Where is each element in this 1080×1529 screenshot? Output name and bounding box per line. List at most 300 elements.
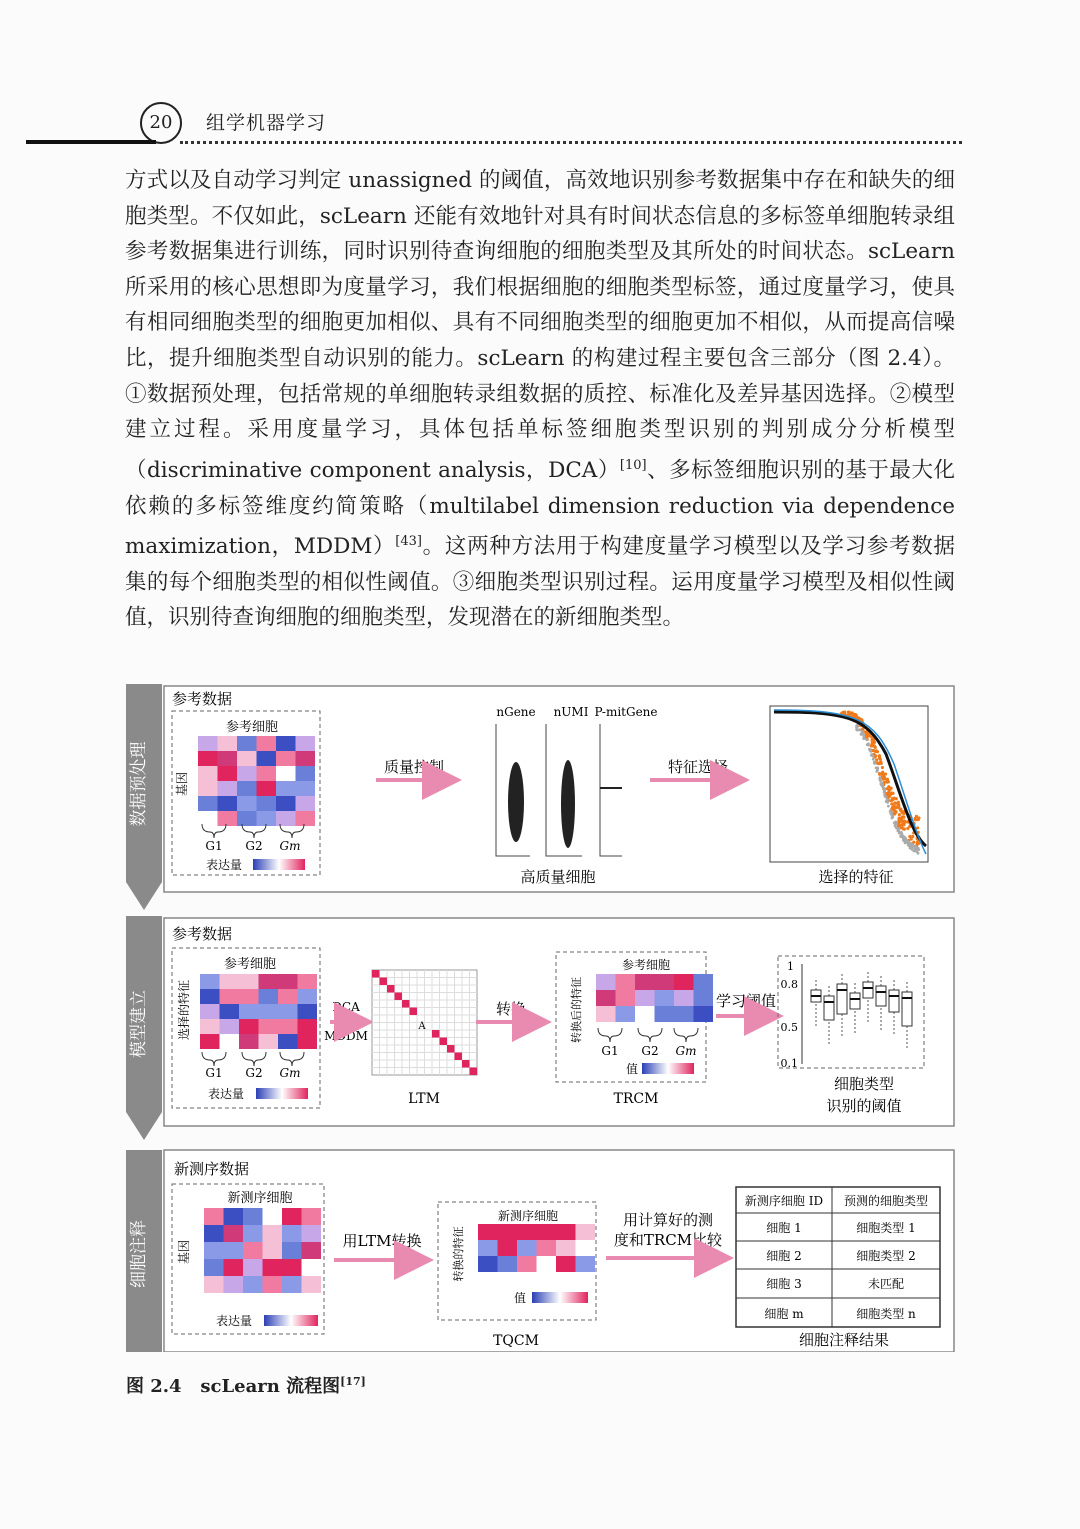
heatmap-cell	[237, 766, 257, 781]
heatmap-cell	[498, 1224, 518, 1240]
panel2-color-scale	[256, 1088, 308, 1099]
heatmap-cell	[220, 1019, 240, 1034]
feature-point	[905, 841, 908, 844]
heatmap-cell	[537, 1224, 557, 1240]
feature-point-selected	[854, 713, 857, 716]
heatmap-cell	[224, 1242, 244, 1259]
feature-point-selected	[878, 773, 881, 776]
heatmap-cell	[218, 736, 238, 751]
side-label-3: 细胞注释	[129, 1220, 149, 1288]
panel1-legend-label: 表达量	[206, 858, 243, 872]
heatmap-cell	[296, 781, 316, 796]
heatmap-cell	[243, 1225, 263, 1242]
feature-point-selected	[893, 801, 896, 804]
heatmap-cell	[596, 1006, 616, 1022]
heatmap-cell	[257, 781, 277, 796]
panel2-matrix-title: 参考细胞	[223, 957, 277, 972]
heatmap-cell	[576, 1256, 596, 1272]
ltm-center-label: A	[418, 1021, 426, 1032]
feature-point-selected	[906, 827, 909, 830]
feature-point-selected	[847, 712, 850, 715]
feature-point	[891, 816, 894, 819]
heatmap-cell	[635, 990, 655, 1006]
heatmap-cell	[282, 1259, 302, 1276]
heatmap-cell	[259, 974, 279, 989]
feature-point	[908, 842, 911, 845]
feature-point	[872, 758, 875, 761]
heatmap-cell	[296, 766, 316, 781]
heatmap-cell	[204, 1276, 224, 1293]
heatmap-cell	[276, 766, 296, 781]
feature-point-selected	[888, 789, 891, 792]
heatmap-cell	[237, 796, 257, 811]
ltm-diagonal-cell	[432, 1030, 440, 1038]
feature-caption: 选择的特征	[818, 868, 894, 886]
feature-point-selected	[892, 798, 895, 801]
threshold-caption-1: 细胞类型	[833, 1075, 895, 1093]
heatmap-cell	[276, 811, 296, 826]
heatmap-cell	[596, 990, 616, 1006]
heatmap-cell	[220, 1004, 240, 1019]
header-rule-dotted	[180, 141, 962, 144]
heatmap-cell	[263, 1208, 283, 1225]
heatmap-cell	[200, 1019, 220, 1034]
panel-data-preprocessing	[126, 684, 954, 910]
box-body	[850, 993, 860, 1009]
result-type-1: 细胞类型 1	[856, 1221, 916, 1235]
heatmap-cell	[218, 811, 238, 826]
heatmap-cell	[694, 1006, 714, 1022]
ltm-diagonal-cell	[462, 1060, 470, 1068]
box-body	[876, 986, 886, 1006]
page-number: 20	[140, 102, 182, 144]
panel1-arrow1-label: 质量控制	[383, 758, 445, 776]
heatmap-cell	[257, 766, 277, 781]
heatmap-cell	[276, 736, 296, 751]
heatmap-cell	[298, 1019, 318, 1034]
ltm-diagonal-cell	[387, 985, 395, 993]
feature-point-selected	[901, 810, 904, 813]
heatmap-cell	[218, 751, 238, 766]
heatmap-cell	[616, 974, 636, 990]
heatmap-cell	[296, 811, 316, 826]
feature-point-selected	[914, 817, 917, 820]
result-cell-m: 细胞 m	[764, 1307, 804, 1321]
panel1-heatmap	[198, 736, 315, 826]
running-header	[26, 100, 962, 148]
heatmap-cell	[198, 811, 218, 826]
figure-caption-ref: [17]	[340, 1375, 366, 1388]
heatmap-cell	[278, 1034, 298, 1049]
trcm-row-label: 转换后的特征	[570, 977, 583, 1043]
heatmap-cell	[243, 1242, 263, 1259]
book-title: 组学机器学习	[206, 112, 327, 134]
panel2-arrow-label: 转换	[495, 1000, 527, 1018]
trcm-group-1: G1	[601, 1044, 619, 1058]
result-header-cell-id: 新测序细胞 ID	[744, 1194, 824, 1208]
heatmap-cell	[237, 751, 257, 766]
header-rule-solid	[26, 140, 156, 144]
heatmap-cell	[224, 1208, 244, 1225]
heatmap-cell	[263, 1276, 283, 1293]
feature-point-selected	[887, 785, 890, 788]
heatmap-cell	[278, 974, 298, 989]
feature-point-selected	[873, 744, 876, 747]
panel2-arrow3-label: 学习阈值	[715, 992, 777, 1010]
heatmap-cell	[204, 1208, 224, 1225]
panel3-arrow2-label-2: 度和TRCM比较	[613, 1231, 723, 1249]
heatmap-cell	[198, 736, 218, 751]
feature-point-selected	[917, 816, 920, 819]
tqcm-color-scale	[532, 1292, 588, 1303]
ytick-0-5: 0.5	[780, 1021, 798, 1034]
panel3-title: 新测序数据	[174, 1160, 250, 1178]
heatmap-cell	[263, 1225, 283, 1242]
heatmap-cell	[674, 974, 694, 990]
heatmap-cell	[282, 1276, 302, 1293]
panel2-group-m: Gm	[279, 1066, 301, 1080]
annotation-result-table	[736, 1187, 940, 1327]
heatmap-cell	[556, 1256, 576, 1272]
feature-point	[897, 827, 900, 830]
feature-point	[894, 824, 897, 827]
feature-point	[885, 796, 888, 799]
heatmap-cell	[224, 1276, 244, 1293]
heatmap-cell	[204, 1242, 224, 1259]
feature-point	[893, 821, 896, 824]
heatmap-cell	[276, 781, 296, 796]
heatmap-cell	[218, 766, 238, 781]
ltm-diagonal-cell	[455, 1053, 463, 1061]
heatmap-cell	[263, 1242, 283, 1259]
method-mddm: MDDM	[324, 1029, 368, 1043]
heatmap-cell	[224, 1259, 244, 1276]
feature-point-selected	[870, 744, 873, 747]
heatmap-cell	[694, 974, 714, 990]
heatmap-cell	[302, 1225, 322, 1242]
trcm-color-scale	[642, 1063, 694, 1074]
heatmap-cell	[243, 1259, 263, 1276]
ytick-1: 1	[787, 960, 794, 973]
heatmap-cell	[282, 1225, 302, 1242]
qc-label-ngene: nGene	[496, 705, 536, 719]
heatmap-cell	[282, 1242, 302, 1259]
panel3-heatmap	[204, 1208, 321, 1293]
ltm-diagonal-cell	[470, 1068, 478, 1076]
heatmap-cell	[239, 1004, 259, 1019]
heatmap-cell	[198, 781, 218, 796]
feature-point	[861, 730, 864, 733]
heatmap-cell	[259, 1019, 279, 1034]
threshold-caption-2: 识别的阈值	[826, 1097, 902, 1115]
feature-point-selected	[881, 766, 884, 769]
box-body	[863, 982, 873, 998]
tqcm-row-label: 转换的特征	[452, 1226, 465, 1282]
ltm-diagonal-cell	[372, 970, 380, 978]
heatmap-cell	[278, 1004, 298, 1019]
heatmap-cell	[282, 1208, 302, 1225]
heatmap-cell	[296, 751, 316, 766]
heatmap-cell	[517, 1224, 537, 1240]
heatmap-cell	[218, 796, 238, 811]
panel3-arrow1-label: 用LTM转换	[342, 1232, 422, 1250]
heatmap-cell	[655, 990, 675, 1006]
heatmap-cell	[204, 1259, 224, 1276]
feature-point	[863, 736, 866, 739]
heatmap-cell	[218, 781, 238, 796]
heatmap-cell	[517, 1240, 537, 1256]
violin-numi	[561, 760, 575, 848]
heatmap-cell	[302, 1276, 322, 1293]
heatmap-cell	[237, 811, 257, 826]
heatmap-cell	[220, 989, 240, 1004]
heatmap-cell	[498, 1256, 518, 1272]
feature-point	[879, 782, 882, 785]
feature-point	[857, 728, 860, 731]
heatmap-cell	[243, 1276, 263, 1293]
heatmap-cell	[237, 781, 257, 796]
ltm-diagonal-cell	[447, 1045, 455, 1053]
panel2-heatmap	[200, 974, 317, 1049]
heatmap-cell	[239, 974, 259, 989]
heatmap-cell	[200, 1004, 220, 1019]
feature-point-selected	[867, 734, 870, 737]
feature-point	[867, 744, 870, 747]
sclearn-flowchart-figure	[126, 684, 956, 1352]
panel1-group-m: Gm	[279, 839, 301, 853]
trcm-legend-label: 值	[626, 1062, 639, 1076]
heatmap-cell	[694, 990, 714, 1006]
feature-point-selected	[871, 738, 874, 741]
heatmap-cell	[220, 974, 240, 989]
feature-point	[873, 761, 876, 764]
trcm-caption: TRCM	[613, 1091, 659, 1107]
heatmap-cell	[302, 1259, 322, 1276]
feature-point	[902, 839, 905, 842]
heatmap-cell	[655, 974, 675, 990]
feature-point-selected	[886, 778, 889, 781]
feature-point-selected	[874, 754, 877, 757]
heatmap-cell	[224, 1225, 244, 1242]
heatmap-cell	[674, 1006, 694, 1022]
heatmap-cell	[302, 1242, 322, 1259]
citation-10: [10]	[619, 457, 647, 473]
citation-43: [43]	[395, 534, 422, 550]
heatmap-cell	[296, 736, 316, 751]
panel1-group-1: G1	[205, 839, 223, 853]
heatmap-cell	[537, 1256, 557, 1272]
heatmap-cell	[239, 989, 259, 1004]
heatmap-cell	[635, 1006, 655, 1022]
heatmap-cell	[198, 796, 218, 811]
ltm-diagonal-cell	[440, 1038, 448, 1046]
heatmap-cell	[259, 989, 279, 1004]
box-body	[824, 996, 834, 1020]
panel3-color-scale	[264, 1315, 318, 1326]
panel3-matrix-title: 新测序细胞	[227, 1191, 293, 1206]
heatmap-cell	[239, 1019, 259, 1034]
heatmap-cell	[220, 1034, 240, 1049]
heatmap-cell	[200, 974, 220, 989]
heatmap-cell	[478, 1240, 498, 1256]
heatmap-cell	[263, 1259, 283, 1276]
feature-point	[886, 801, 889, 804]
result-caption: 细胞注释结果	[798, 1331, 890, 1349]
feature-point	[865, 738, 868, 741]
qc-label-pmitgene: P-mitGene	[594, 705, 658, 719]
feature-point-selected	[875, 749, 878, 752]
panel-cell-annotation	[126, 1150, 954, 1352]
heatmap-cell	[200, 989, 220, 1004]
feature-point-selected	[898, 813, 901, 816]
heatmap-cell	[537, 1240, 557, 1256]
feature-point	[911, 848, 914, 851]
feature-point	[878, 778, 881, 781]
feature-point-selected	[900, 826, 903, 829]
result-cell-2: 细胞 2	[766, 1249, 802, 1263]
feature-point	[913, 849, 916, 852]
result-cell-3: 细胞 3	[766, 1277, 802, 1291]
feature-point	[910, 844, 913, 847]
panel2-group-1: G1	[205, 1066, 223, 1080]
tqcm-legend-label: 值	[514, 1291, 527, 1305]
panel1-row-label: 基因	[175, 771, 189, 797]
heatmap-cell	[257, 796, 277, 811]
heatmap-cell	[278, 989, 298, 1004]
feature-point-selected	[891, 792, 894, 795]
feature-point-selected	[890, 803, 893, 806]
body-text-part2: 、多标签细胞识别的基于最大化依赖的多标签维度约简策略（multilabel dimension reduction via dependence maximization，MDDM）	[125, 457, 955, 560]
feature-point	[886, 798, 889, 801]
figure-caption-text: scLearn 流程图	[200, 1376, 341, 1397]
feature-point	[890, 812, 893, 815]
method-dca: DCA	[332, 1000, 360, 1014]
result-type-n: 细胞类型 n	[856, 1307, 916, 1321]
tqcm-title: 新测序细胞	[497, 1209, 559, 1223]
panel1-group-2: G2	[245, 839, 263, 853]
feature-point-selected	[875, 758, 878, 761]
tqcm-heatmap	[478, 1224, 595, 1272]
heatmap-cell	[576, 1224, 596, 1240]
feature-point	[917, 852, 920, 855]
feature-point-selected	[903, 819, 906, 822]
heatmap-cell	[655, 1006, 675, 1022]
heatmap-cell	[298, 1034, 318, 1049]
feature-point	[901, 836, 904, 839]
feature-point	[870, 754, 873, 757]
heatmap-cell	[257, 736, 277, 751]
heatmap-cell	[302, 1208, 322, 1225]
result-header-cell-type: 预测的细胞类型	[843, 1194, 929, 1208]
heatmap-cell	[276, 751, 296, 766]
heatmap-cell	[298, 1004, 318, 1019]
heatmap-cell	[478, 1224, 498, 1240]
feature-point	[869, 748, 872, 751]
body-text-part3: 。这两种方法用于构建度量学习模型以及学习参考数据集的每个细胞类型的相似性阈值。③细胞类型识别过程。运用度量学习模型及相似性阈值，识别待查询细胞的细胞类型，发现潜在的新细胞类型。	[125, 534, 955, 631]
box-body	[837, 984, 847, 1014]
panel1-matrix-title: 参考细胞	[225, 720, 279, 735]
heatmap-cell	[616, 990, 636, 1006]
panel3-row-label: 基因	[177, 1239, 191, 1265]
heatmap-cell	[259, 1034, 279, 1049]
feature-point	[876, 767, 879, 770]
body-paragraph	[125, 163, 955, 636]
figure-caption-label: 图 2.4	[126, 1376, 182, 1397]
heatmap-cell	[276, 796, 296, 811]
trcm-group-2: G2	[641, 1044, 659, 1058]
feature-point-selected	[897, 801, 900, 804]
heatmap-cell	[298, 974, 318, 989]
violin-ngene	[508, 762, 524, 842]
ltm-diagonal-cell	[395, 993, 403, 1001]
heatmap-cell	[239, 1034, 259, 1049]
feature-point-selected	[910, 837, 913, 840]
heatmap-cell	[576, 1240, 596, 1256]
feature-point-selected	[883, 777, 886, 780]
panel2-legend-label: 表达量	[208, 1087, 245, 1101]
feature-point-selected	[899, 808, 902, 811]
feature-point-selected	[897, 817, 900, 820]
panel1-title: 参考数据	[172, 690, 233, 708]
heatmap-cell	[596, 974, 616, 990]
side-label-1: 数据预处理	[129, 741, 149, 827]
trcm-title: 参考细胞	[621, 958, 671, 972]
heatmap-cell	[257, 811, 277, 826]
result-cell-1: 细胞 1	[766, 1221, 802, 1235]
ltm-diagonal-cell	[402, 1000, 410, 1008]
heatmap-cell	[278, 1019, 298, 1034]
feature-point-selected	[895, 797, 898, 800]
heatmap-cell	[200, 1034, 220, 1049]
heatmap-cell	[204, 1225, 224, 1242]
ytick-0-1: 0.1	[780, 1057, 798, 1070]
heatmap-cell	[674, 990, 694, 1006]
qc-caption: 高质量细胞	[520, 868, 596, 886]
heatmap-cell	[498, 1240, 518, 1256]
feature-point	[881, 785, 884, 788]
heatmap-cell	[198, 766, 218, 781]
heatmap-cell	[257, 751, 277, 766]
heatmap-cell	[198, 751, 218, 766]
qc-label-numi: nUMI	[553, 705, 589, 719]
panel3-arrow2-label-1: 用计算好的测	[622, 1211, 714, 1229]
feature-point-selected	[881, 772, 884, 775]
body-text	[125, 163, 955, 636]
box-body	[889, 990, 899, 1012]
feature-point	[883, 793, 886, 796]
result-type-2: 细胞类型 2	[856, 1249, 916, 1263]
figure-caption	[126, 1372, 366, 1398]
heatmap-cell	[296, 796, 316, 811]
result-type-3: 未匹配	[867, 1277, 905, 1291]
body-text-part1: 方式以及自动学习判定 unassigned 的阈值，高效地识别参考数据集中存在和缺失的细胞类型。不仅如此，scLearn 还能有效地针对具有时间状态信息的多标签单细胞转录组参考数据集进行训练，同时识别待查询细胞的细胞类型及其所处的时间状态。scLearn 所采用的核心思想即为度量学习，我们根据细胞的细胞类型标签，通过度量学习，使具有相同细胞类型的细胞更加相似、具有不同细胞类型的细胞更加不相似，从而提高信噪比，提升细胞类型自动识别的能力。scLearn 的构建过程主要包含三部分（图 2.4）。①数据预处理，包括常规的单细胞转录组数据的质控、标准化及差异基因选择。②模型建立过程。采用度量学习，具体包括单标签细胞类型识别的判别成分分析模型（discriminative component analysis，DCA）	[125, 168, 955, 483]
ytick-0-8: 0.8	[780, 978, 798, 991]
feature-point	[883, 791, 886, 794]
feature-point	[887, 805, 890, 808]
trcm-group-m: Gm	[675, 1044, 697, 1058]
heatmap-cell	[556, 1224, 576, 1240]
panel-model-building	[126, 916, 954, 1140]
ltm-caption: LTM	[408, 1091, 440, 1107]
heatmap-cell	[237, 736, 257, 751]
heatmap-cell	[517, 1256, 537, 1272]
feature-point-selected	[902, 823, 905, 826]
heatmap-cell	[635, 974, 655, 990]
heatmap-cell	[259, 1004, 279, 1019]
heatmap-cell	[478, 1256, 498, 1272]
panel2-row-label: 选择的特征	[177, 979, 191, 1041]
trcm-heatmap	[596, 974, 713, 1022]
